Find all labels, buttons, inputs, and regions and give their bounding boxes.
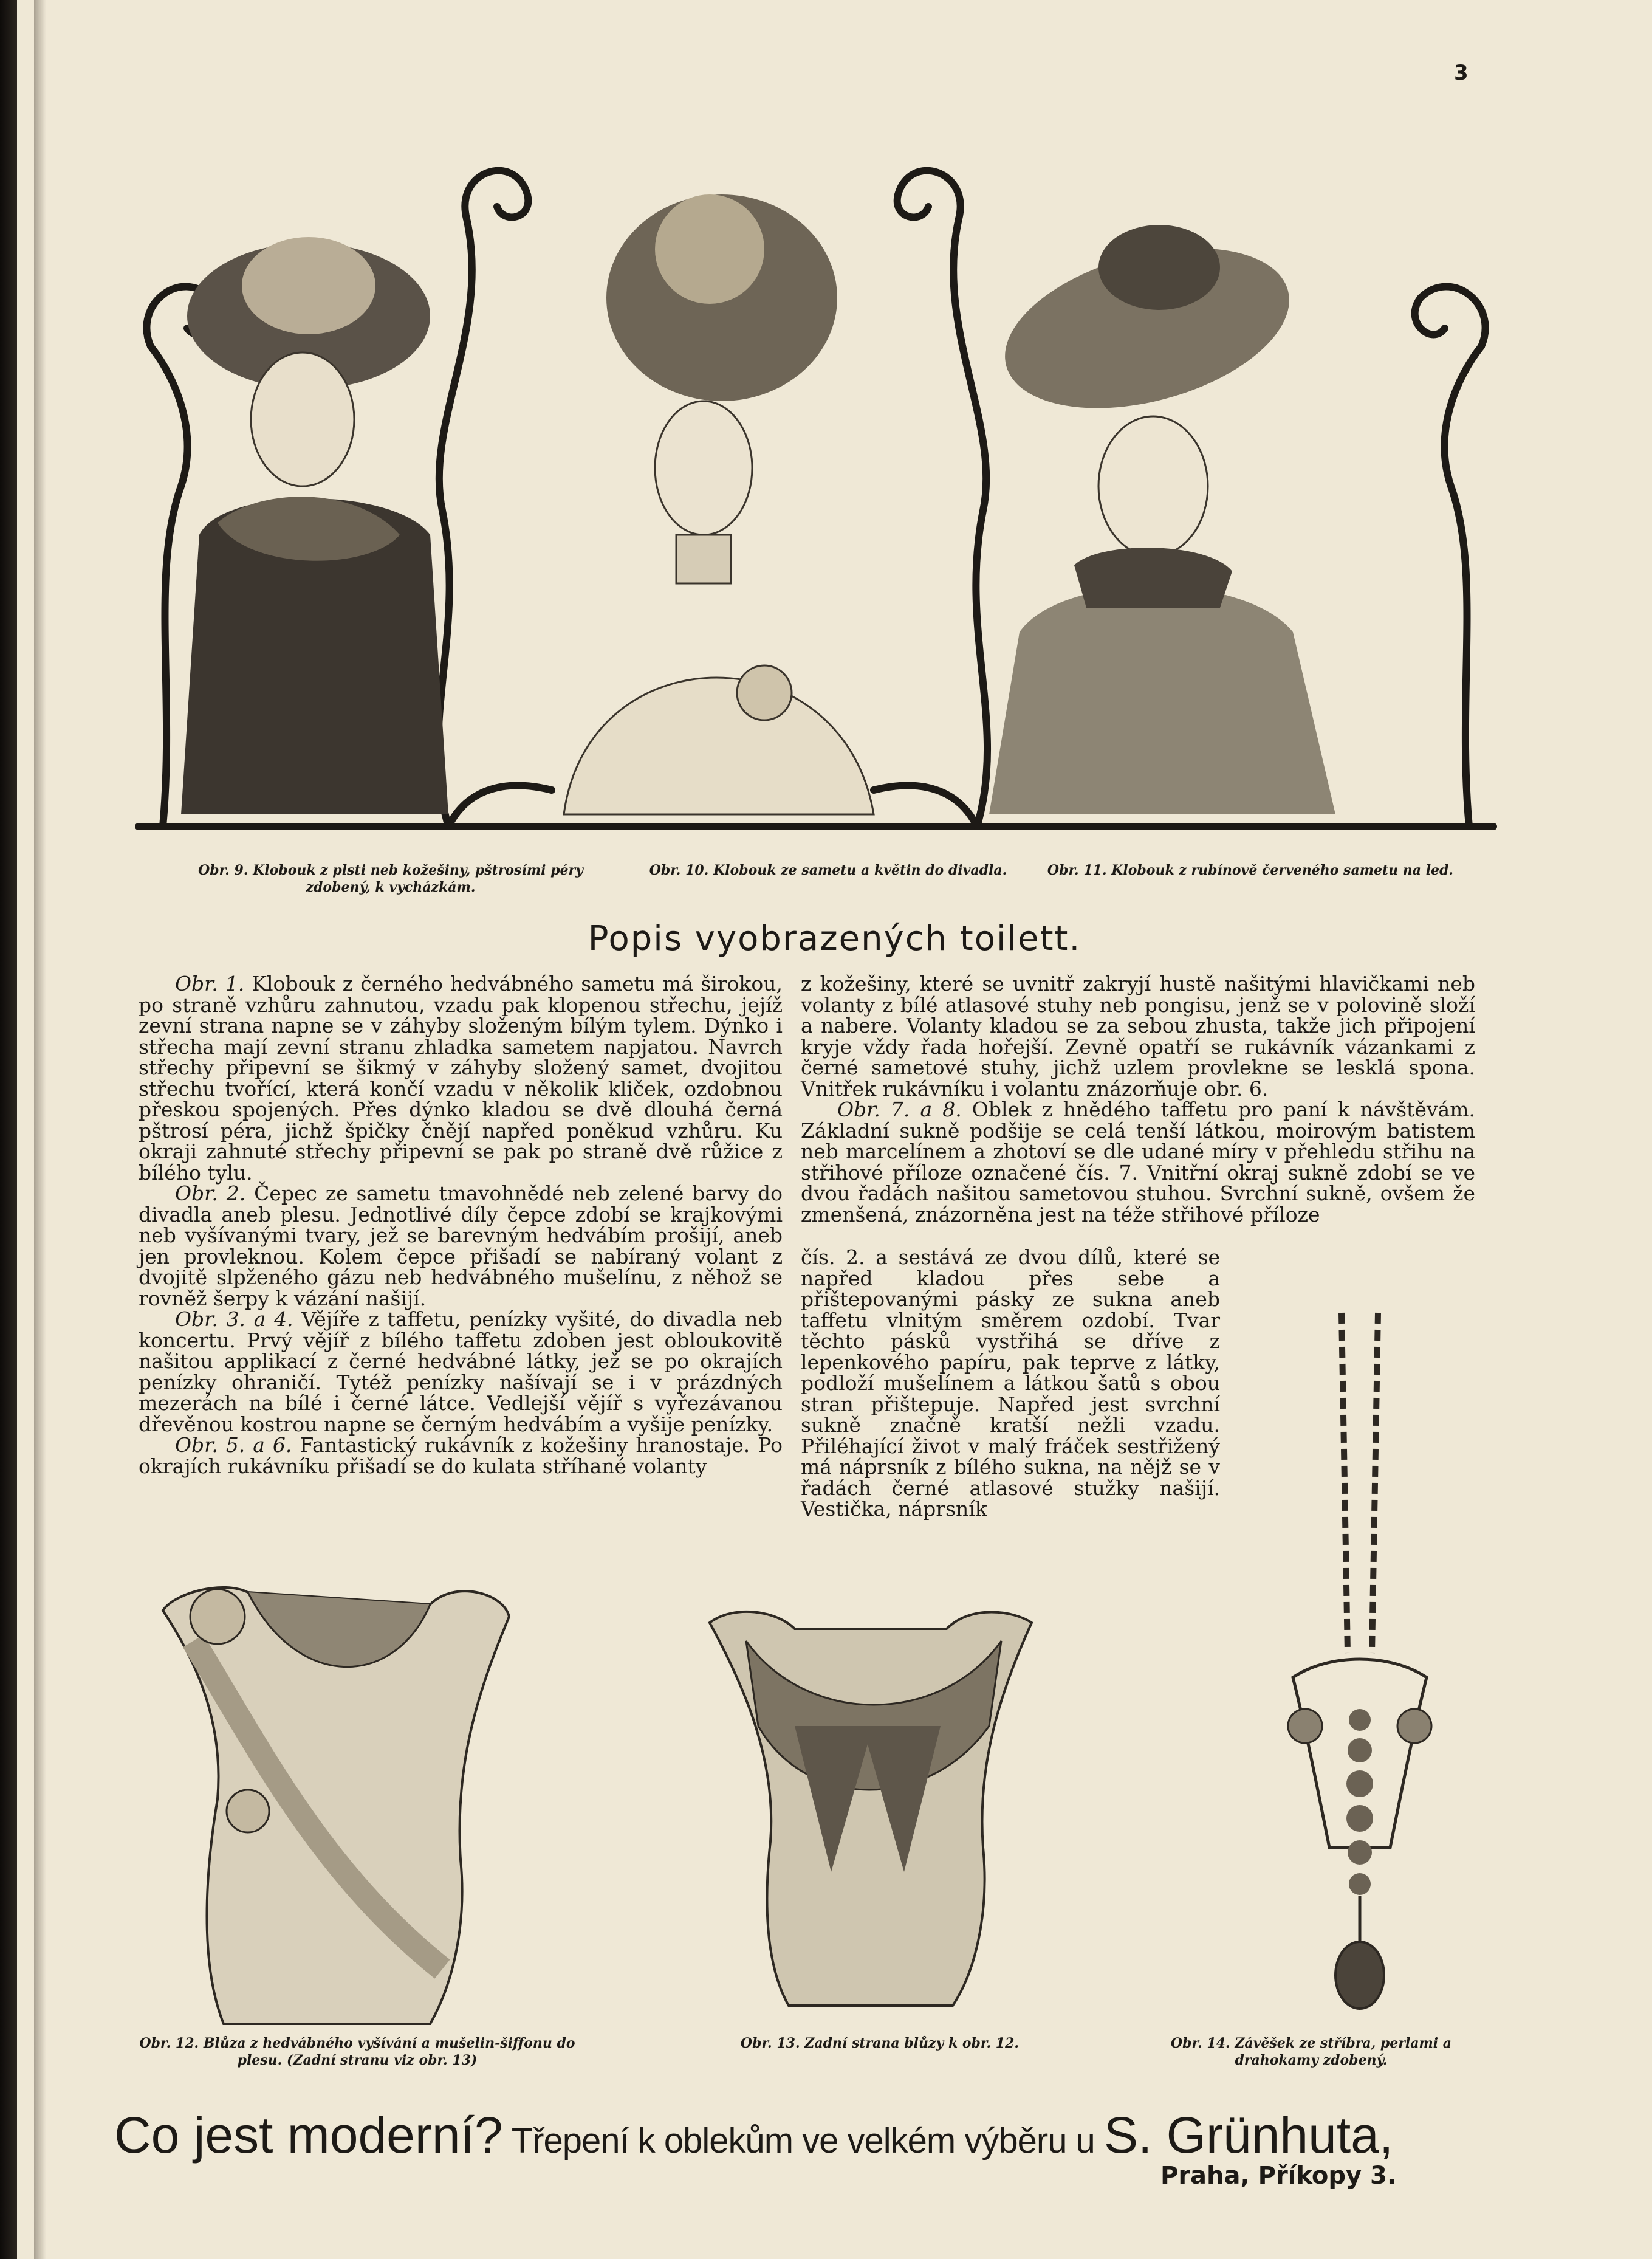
- paragraph-text: Oblek z hnědého taffetu pro paní k návštěvám. Základní sukně podšije se celá tenší látkou, moirovým batistem neb marcelínem a zhotoví se dle udané míry v přehledu střihu na střihové příloze označené čís. 7. Vnitřní okraj sukně zdobí se ve dvou řadách našitou sametovou stuhou. Svrchní sukně, ovšem že zmenšená, znázorněna jest na téže střihové příloze: [801, 1098, 1475, 1226]
- paragraph-text: z kožešiny, které se uvnitř zakryjí hustě našitými hlavičkami neb volanty z bílé atlasové stuhy neb pongisu, jenž se v polovině složí a nabere. Volanty kladou se za sebou zhusta, takže jich připojení kryje vždy řada hořejší. Zevně opatří se rukávník vázankami z černé sametové stuhy, jichž uzlem provlekne se lesklá spona. Vnitřek rukávníku i volantu znázorňuje obr. 6.: [801, 972, 1475, 1101]
- figure-reference: Obr. 7. a 8.: [837, 1098, 962, 1121]
- figure-reference: Obr. 1.: [175, 972, 245, 995]
- ad-text: Třepení k oblekům ve velkém výběru u: [502, 2121, 1104, 2161]
- magazine-page: [17, 0, 1652, 2259]
- figure-11-hat-illustration: [987, 220, 1335, 814]
- paragraph-text: Čepec ze sametu tmavohnědé neb zelené barvy do divadla aneb plesu. Jednotlivé díly čepce zdobí se krajkovými neb vyšívanými tvary, jež se barevným hedvábím prošijí, aneb jen provleknou. Kolem čepce přišadí se nabíraný volant z dvojitě slpženého gázu neb hedvábného mušelínu, z něhož se rovněž šerpy k vázání našijí.: [139, 1181, 783, 1310]
- frame-scroll-center-left: [465, 171, 528, 219]
- frame-left-curve: [151, 346, 187, 827]
- figure-reference: Obr. 2.: [175, 1181, 246, 1205]
- figure-14-pendant-illustration: [1288, 1313, 1431, 2009]
- article-right-column: [801, 974, 1475, 1225]
- frame-right-curve: [1445, 346, 1481, 827]
- frame-center-right-curve: [953, 219, 987, 827]
- book-binding-edge: [0, 0, 17, 2259]
- frame-inner-right: [874, 786, 977, 827]
- advertisement: [17, 2106, 1652, 2203]
- figure-9-caption: Obr. 9. Klobouk z plsti neb kožešiny, pštrosími péry zdobený, k vycházkám.: [198, 862, 583, 895]
- paragraph-text: Vějíře z taffetu, penízky vyšité, do divadla neb koncertu. Prvý vějíř z bílého taffetu zdoben jest obloukovitě našitou applikací z černé hedvábné látky, jež se po okrajích penízky ohraničí. Tytéž penízky našívají se i v prázdných mezerách na bílé i černé látce. Vedlejší vějíř s vyřezávanou dřevěnou kostrou napne se černým hedvábím a vyšije penízky.: [139, 1307, 783, 1436]
- frame-inner-left: [448, 786, 552, 827]
- ad-line: [114, 2106, 1393, 2165]
- figure-10-caption: Obr. 10. Klobouk ze sametu a květin do divadla.: [649, 862, 1007, 878]
- blouses-and-pendant-illustration: [139, 1264, 1475, 2103]
- figure-13-blouse-back-illustration: [710, 1612, 1032, 2006]
- figure-reference: Obr. 3. a 4.: [175, 1307, 293, 1331]
- paragraph-text: Klobouk z černého hedvábného sametu má širokou, po straně vzhůru zahnutou, vzadu pak klopenou střechu, jejíž zevní strana napne se v záhyby složeným bílým tylem. Dýnko i střecha mají zevní stranu zhladka sametem napjatou. Navrch střechy připevní se šikmý v záhyby složený samet, dvojitou střechu tvořící, která končí vzadu v několik kliček, ozdobnou přeskou spojených. Přes dýnko kladou se dvě dlouhá černá pštrosí péra, jichž špičky čnějí napřed poněkud vzhůru. Ku okraji zahnuté střechy připevní se pak po straně dvě růžice z bílého tylu.: [139, 972, 783, 1185]
- figure-10-hat-illustration: [564, 194, 874, 814]
- frame-scroll-right: [1415, 287, 1486, 346]
- section-heading: Popis vyobrazených toilett.: [588, 919, 1081, 958]
- figure-9-hat-illustration: [181, 237, 448, 814]
- page-edge-shadow: [34, 0, 46, 2259]
- figure-14-caption: Obr. 14. Závěšek ze stříbra, perlami a drahokamy zdobený.: [1170, 2035, 1452, 2068]
- figure-11-caption: Obr. 11. Klobouk z rubínově červeného sametu na led.: [1047, 862, 1454, 878]
- paragraph-text: Fantastický rukávník z kožešiny hranostaje. Po okrajích rukávníku přišadí se do kulata stříhané volanty: [139, 1433, 783, 1478]
- paragraph-fig-1: [139, 974, 783, 1183]
- figure-12-caption: Obr. 12. Blůza z hedvábného vyšívání a mušelin-šiffonu do plesu. (Zadní stranu viz obr. 13): [139, 2035, 575, 2068]
- page-number: 3: [1454, 61, 1469, 85]
- ad-company-name: S. Grünhuta,: [1103, 2106, 1394, 2164]
- figure-reference: Obr. 5. a 6.: [175, 1433, 292, 1457]
- paragraph-continued: [801, 974, 1475, 1099]
- ad-address: Praha, Příkopy 3.: [1160, 2162, 1397, 2190]
- frame-scroll-center-right: [897, 171, 961, 219]
- figure-12-blouse-illustration: [163, 1587, 509, 2024]
- hats-illustration-frame: [126, 146, 1506, 845]
- paragraph-fig-7-8: [801, 1099, 1475, 1225]
- figure-13-caption: Obr. 13. Zadní strana blůzy k obr. 12.: [740, 2035, 1020, 2051]
- paragraph-text: čís. 2. a sestává ze dvou dílů, které se napřed kladou přes sebe a přištepovanými pásky ze sukna aneb taffetu vlnitým směrem ozdobí. Tvar těchto pásků vystřihá se dříve z lepenkového papíru, pak teprve z látky, podloží mušelínem a látkou šatů s obou stran přištepuje. Napřed jest svrchní sukně značně kratší nežli vzadu. Přiléhající život v malý fráček sestřižený má náprsník z bílého sukna, na nějž se v řadách černé atlasové stužky našijí. Vestička, náprsník: [801, 1245, 1220, 1521]
- ad-headline: Co jest moderní?: [114, 2106, 503, 2164]
